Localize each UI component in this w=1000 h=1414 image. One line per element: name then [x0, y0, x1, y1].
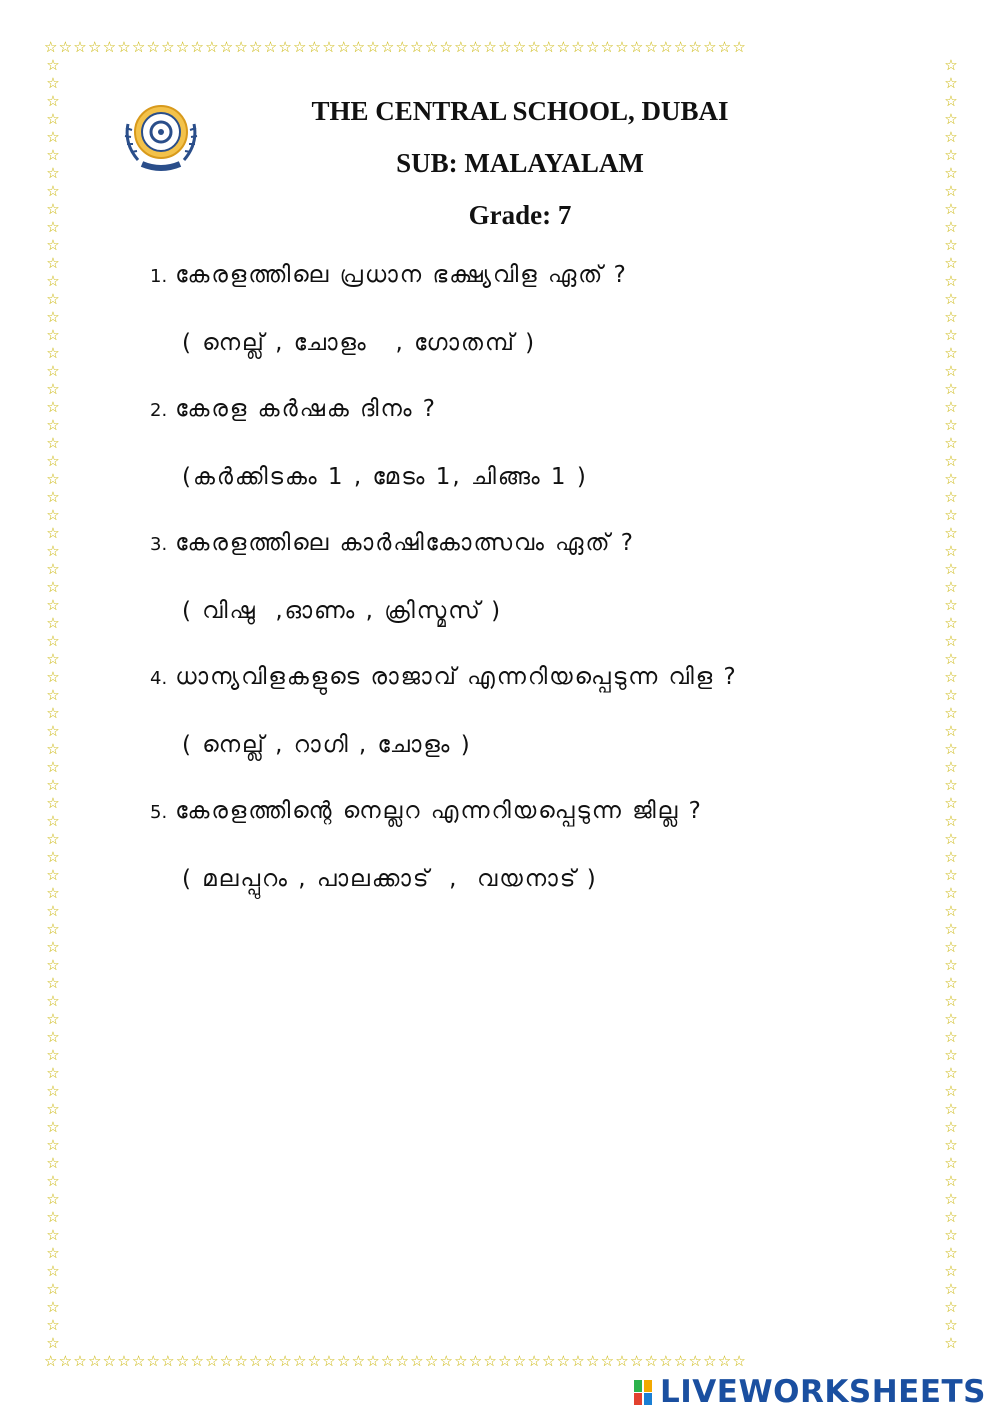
- star-icon: ☆: [944, 416, 958, 434]
- star-icon: ☆: [46, 1226, 60, 1244]
- star-icon: ☆: [944, 1046, 958, 1064]
- star-icon: ☆: [944, 1100, 958, 1118]
- star-icon: ☆: [46, 1208, 60, 1226]
- star-icon: ☆: [944, 722, 958, 740]
- star-icon: ☆: [46, 1010, 60, 1028]
- star-icon: ☆: [46, 938, 60, 956]
- question-text: കേരള കർഷക ദിനം ?: [175, 396, 437, 422]
- star-icon: ☆: [46, 830, 60, 848]
- star-icon: ☆: [46, 290, 60, 308]
- star-icon: ☆: [944, 758, 958, 776]
- star-icon: ☆: [46, 1334, 60, 1352]
- question-text: കേരളത്തിലെ കാർഷികോത്സവം ഏത് ?: [175, 530, 636, 556]
- star-icon: ☆: [944, 776, 958, 794]
- star-icon: ☆: [944, 452, 958, 470]
- star-icon: ☆: [944, 902, 958, 920]
- star-icon: ☆: [944, 1190, 958, 1208]
- star-icon: ☆: [944, 1208, 958, 1226]
- star-icon: ☆: [46, 1280, 60, 1298]
- star-icon: ☆: [944, 92, 958, 110]
- star-icon: ☆: [944, 650, 958, 668]
- star-icon: ☆: [46, 794, 60, 812]
- star-icon: ☆: [944, 380, 958, 398]
- question-3-options: ( വിഷു ,ഓണം , ക്രിസ്മസ് ): [182, 598, 503, 624]
- star-icon: ☆: [46, 1298, 60, 1316]
- question-text: കേരളത്തിന്റെ നെല്ലറ എന്നറിയപ്പെടുന്ന ജില്ല ?: [175, 798, 703, 824]
- star-icon: ☆: [944, 182, 958, 200]
- star-icon: ☆: [944, 830, 958, 848]
- star-icon: ☆: [46, 254, 60, 272]
- star-icon: ☆: [46, 344, 60, 362]
- star-icon: ☆: [46, 506, 60, 524]
- star-icon: ☆: [46, 218, 60, 236]
- star-icon: ☆: [944, 164, 958, 182]
- star-icon: ☆: [944, 326, 958, 344]
- star-icon: ☆: [944, 362, 958, 380]
- star-icon: ☆: [944, 272, 958, 290]
- star-icon: ☆: [46, 452, 60, 470]
- star-icon: ☆: [46, 1100, 60, 1118]
- star-icon: ☆: [944, 1172, 958, 1190]
- star-icon: ☆: [944, 236, 958, 254]
- star-icon: ☆: [944, 1154, 958, 1172]
- question-number: 1.: [150, 266, 168, 287]
- star-icon: ☆: [46, 560, 60, 578]
- star-icon: ☆: [944, 434, 958, 452]
- star-icon: ☆: [46, 632, 60, 650]
- star-icon: ☆: [46, 128, 60, 146]
- star-icon: ☆: [944, 146, 958, 164]
- star-icon: ☆: [944, 974, 958, 992]
- star-icon: ☆: [944, 614, 958, 632]
- star-border-left: [44, 58, 62, 1354]
- star-icon: ☆: [944, 1298, 958, 1316]
- star-icon: ☆: [944, 398, 958, 416]
- star-icon: ☆: [46, 848, 60, 866]
- star-icon: ☆: [944, 1334, 958, 1352]
- star-icon: ☆: [46, 776, 60, 794]
- question-4: [150, 664, 738, 690]
- star-icon: ☆: [46, 812, 60, 830]
- star-icon: ☆: [46, 1172, 60, 1190]
- star-icon: ☆: [944, 1118, 958, 1136]
- star-icon: ☆: [46, 1190, 60, 1208]
- star-icon: ☆: [46, 992, 60, 1010]
- star-icon: ☆: [46, 272, 60, 290]
- star-icon: ☆: [944, 1226, 958, 1244]
- star-icon: ☆: [46, 884, 60, 902]
- star-icon: ☆: [944, 704, 958, 722]
- star-icon: ☆: [46, 1136, 60, 1154]
- liveworksheets-watermark: [634, 1374, 986, 1410]
- star-icon: ☆: [46, 200, 60, 218]
- star-icon: ☆: [944, 542, 958, 560]
- star-icon: ☆: [944, 956, 958, 974]
- star-icon: ☆: [944, 1316, 958, 1334]
- liveworksheets-logo-icon: [634, 1378, 654, 1406]
- star-icon: ☆: [46, 380, 60, 398]
- star-icon: ☆: [46, 596, 60, 614]
- question-text: കേരളത്തിലെ പ്രധാന ഭക്ഷ്യവിള ഏത് ?: [175, 262, 628, 288]
- star-icon: ☆: [46, 866, 60, 884]
- question-5: [150, 798, 703, 824]
- star-icon: ☆: [46, 902, 60, 920]
- star-icon: ☆: [46, 686, 60, 704]
- star-icon: ☆: [944, 200, 958, 218]
- star-icon: ☆: [46, 470, 60, 488]
- star-icon: ☆: [944, 1082, 958, 1100]
- star-icon: ☆: [944, 1028, 958, 1046]
- star-icon: ☆: [46, 146, 60, 164]
- subject-title: SUB: MALAYALAM: [396, 148, 644, 178]
- star-icon: ☆: [46, 1154, 60, 1172]
- star-icon: ☆: [944, 884, 958, 902]
- star-icon: ☆: [944, 344, 958, 362]
- star-icon: ☆: [46, 164, 60, 182]
- star-icon: ☆: [46, 1262, 60, 1280]
- star-icon: ☆: [46, 110, 60, 128]
- star-icon: ☆: [944, 128, 958, 146]
- question-number: 3.: [150, 534, 168, 555]
- question-number: 4.: [150, 668, 168, 689]
- star-icon: ☆: [46, 92, 60, 110]
- star-icon: ☆: [944, 254, 958, 272]
- star-border-top: ☆☆☆☆☆☆☆☆☆☆☆☆☆☆☆☆☆☆☆☆☆☆☆☆☆☆☆☆☆☆☆☆☆☆☆☆☆☆☆☆☆☆☆☆☆☆☆☆: [44, 40, 748, 56]
- watermark-text: LIVEWORKSHEETS: [660, 1374, 986, 1410]
- star-icon: ☆: [944, 290, 958, 308]
- star-icon: ☆: [944, 920, 958, 938]
- question-3: [150, 530, 635, 556]
- star-icon: ☆: [46, 1118, 60, 1136]
- star-border-right: [942, 58, 960, 1354]
- star-icon: ☆: [46, 326, 60, 344]
- star-icon: ☆: [944, 1136, 958, 1154]
- star-icon: ☆: [46, 236, 60, 254]
- school-emblem-icon: [120, 94, 202, 176]
- star-icon: ☆: [46, 308, 60, 326]
- star-icon: ☆: [46, 668, 60, 686]
- star-icon: ☆: [46, 722, 60, 740]
- question-2: [150, 396, 437, 422]
- star-icon: ☆: [46, 488, 60, 506]
- star-icon: ☆: [944, 848, 958, 866]
- star-icon: ☆: [944, 812, 958, 830]
- question-1: [150, 262, 628, 288]
- star-icon: ☆: [46, 182, 60, 200]
- star-icon: ☆: [944, 524, 958, 542]
- star-icon: ☆: [46, 740, 60, 758]
- star-icon: ☆: [944, 560, 958, 578]
- star-icon: ☆: [944, 58, 958, 74]
- star-icon: ☆: [944, 218, 958, 236]
- star-icon: ☆: [46, 362, 60, 380]
- star-icon: ☆: [944, 686, 958, 704]
- star-icon: ☆: [46, 1316, 60, 1334]
- star-border-bottom: ☆☆☆☆☆☆☆☆☆☆☆☆☆☆☆☆☆☆☆☆☆☆☆☆☆☆☆☆☆☆☆☆☆☆☆☆☆☆☆☆☆☆☆☆☆☆☆☆: [44, 1354, 748, 1370]
- star-icon: ☆: [46, 1046, 60, 1064]
- star-icon: ☆: [944, 470, 958, 488]
- star-icon: ☆: [944, 1064, 958, 1082]
- star-icon: ☆: [46, 542, 60, 560]
- star-icon: ☆: [46, 74, 60, 92]
- star-icon: ☆: [944, 488, 958, 506]
- grade-label: Grade: 7: [468, 200, 572, 230]
- question-2-options: (കർക്കിടകം 1 , മേടം 1, ചിങ്ങം 1 ): [182, 464, 588, 490]
- star-icon: ☆: [46, 434, 60, 452]
- star-icon: ☆: [46, 416, 60, 434]
- question-text: ധാന്യവിളകളുടെ രാജാവ് എന്നറിയപ്പെടുന്ന വിള ?: [175, 664, 738, 690]
- star-icon: ☆: [46, 1028, 60, 1046]
- star-icon: ☆: [944, 668, 958, 686]
- star-icon: ☆: [944, 506, 958, 524]
- star-icon: ☆: [46, 1244, 60, 1262]
- star-icon: ☆: [944, 938, 958, 956]
- star-icon: ☆: [944, 110, 958, 128]
- star-icon: ☆: [46, 920, 60, 938]
- star-icon: ☆: [46, 524, 60, 542]
- star-icon: ☆: [46, 956, 60, 974]
- star-icon: ☆: [944, 578, 958, 596]
- star-icon: ☆: [944, 632, 958, 650]
- star-icon: ☆: [944, 992, 958, 1010]
- question-5-options: ( മലപ്പുറം , പാലക്കാട് , വയനാട് ): [182, 866, 598, 892]
- star-icon: ☆: [46, 614, 60, 632]
- question-1-options: ( നെല്ല് , ചോളം , ഗോതമ്പ് ): [182, 330, 537, 356]
- star-icon: ☆: [944, 308, 958, 326]
- star-icon: ☆: [944, 866, 958, 884]
- star-icon: ☆: [46, 578, 60, 596]
- star-icon: ☆: [46, 974, 60, 992]
- question-number: 2.: [150, 400, 168, 421]
- star-icon: ☆: [944, 1280, 958, 1298]
- star-icon: ☆: [46, 704, 60, 722]
- star-icon: ☆: [46, 398, 60, 416]
- question-number: 5.: [150, 802, 168, 823]
- star-icon: ☆: [944, 596, 958, 614]
- star-icon: ☆: [46, 1082, 60, 1100]
- star-icon: ☆: [944, 740, 958, 758]
- star-icon: ☆: [944, 1010, 958, 1028]
- star-icon: ☆: [944, 794, 958, 812]
- question-4-options: ( നെല്ല് , റാഗി , ചോളം ): [182, 732, 472, 758]
- star-icon: ☆: [46, 58, 60, 74]
- star-icon: ☆: [944, 74, 958, 92]
- star-icon: ☆: [944, 1262, 958, 1280]
- star-icon: ☆: [46, 758, 60, 776]
- school-name: THE CENTRAL SCHOOL, DUBAI: [311, 96, 729, 126]
- star-icon: ☆: [944, 1244, 958, 1262]
- star-icon: ☆: [46, 1064, 60, 1082]
- star-icon: ☆: [46, 650, 60, 668]
